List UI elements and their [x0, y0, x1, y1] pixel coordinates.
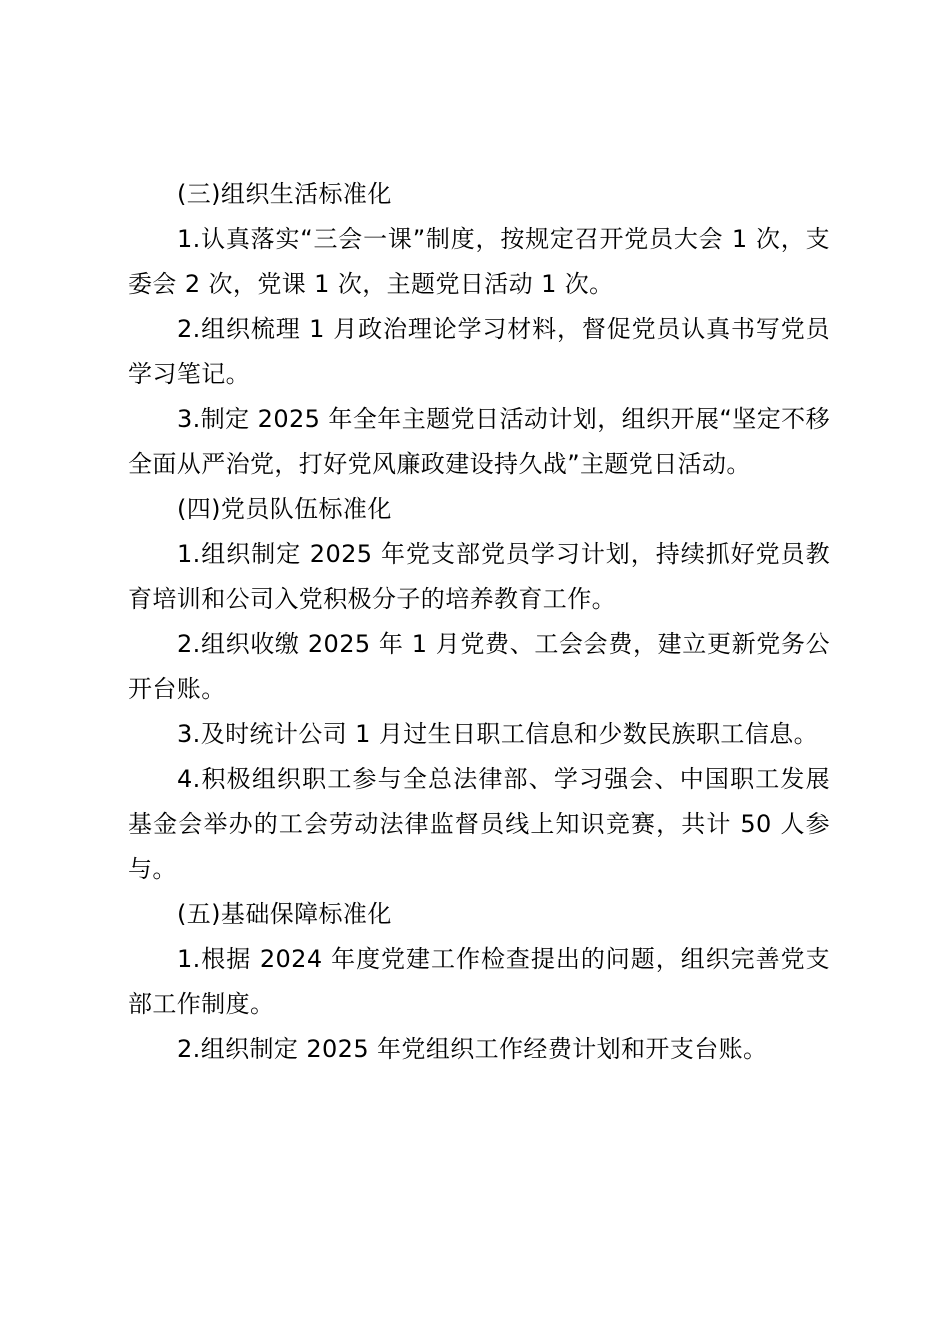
- paragraph-item: 1.根据 2024 年度党建工作检查提出的问题，组织完善党支部工作制度。: [128, 945, 830, 1018]
- paragraph-item: 3.制定 2025 年全年主题党日活动计划，组织开展“坚定不移全面从严治党，打好党风廉政建设持久战”主题党日活动。: [128, 405, 830, 478]
- paragraph-item: 2.组织制定 2025 年党组织工作经费计划和开支台账。: [177, 1035, 768, 1063]
- document-body: [128, 172, 830, 1072]
- paragraph-item: 2.组织梳理 1 月政治理论学习材料，督促党员认真书写党员学习笔记。: [128, 315, 830, 388]
- section-heading-organization-life: (三)组织生活标准化: [177, 180, 392, 208]
- paragraph-item: 1.组织制定 2025 年党支部党员学习计划，持续抓好党员教育培训和公司入党积极分子的培养教育工作。: [128, 540, 830, 613]
- paragraph-item: 4.积极组织职工参与全总法律部、学习强会、中国职工发展基金会举办的工会劳动法律监督员线上知识竞赛，共计 50 人参与。: [128, 765, 830, 883]
- paragraph-item: 1.认真落实“三会一课”制度，按规定召开党员大会 1 次，支委会 2 次，党课 1 次，主题党日活动 1 次。: [128, 225, 830, 298]
- paragraph-item: 3.及时统计公司 1 月过生日职工信息和少数民族职工信息。: [177, 720, 819, 748]
- section-heading-basic-guarantee: (五)基础保障标准化: [177, 900, 392, 928]
- section-heading-party-member-team: (四)党员队伍标准化: [177, 495, 392, 523]
- paragraph-item: 2.组织收缴 2025 年 1 月党费、工会会费，建立更新党务公开台账。: [128, 630, 830, 703]
